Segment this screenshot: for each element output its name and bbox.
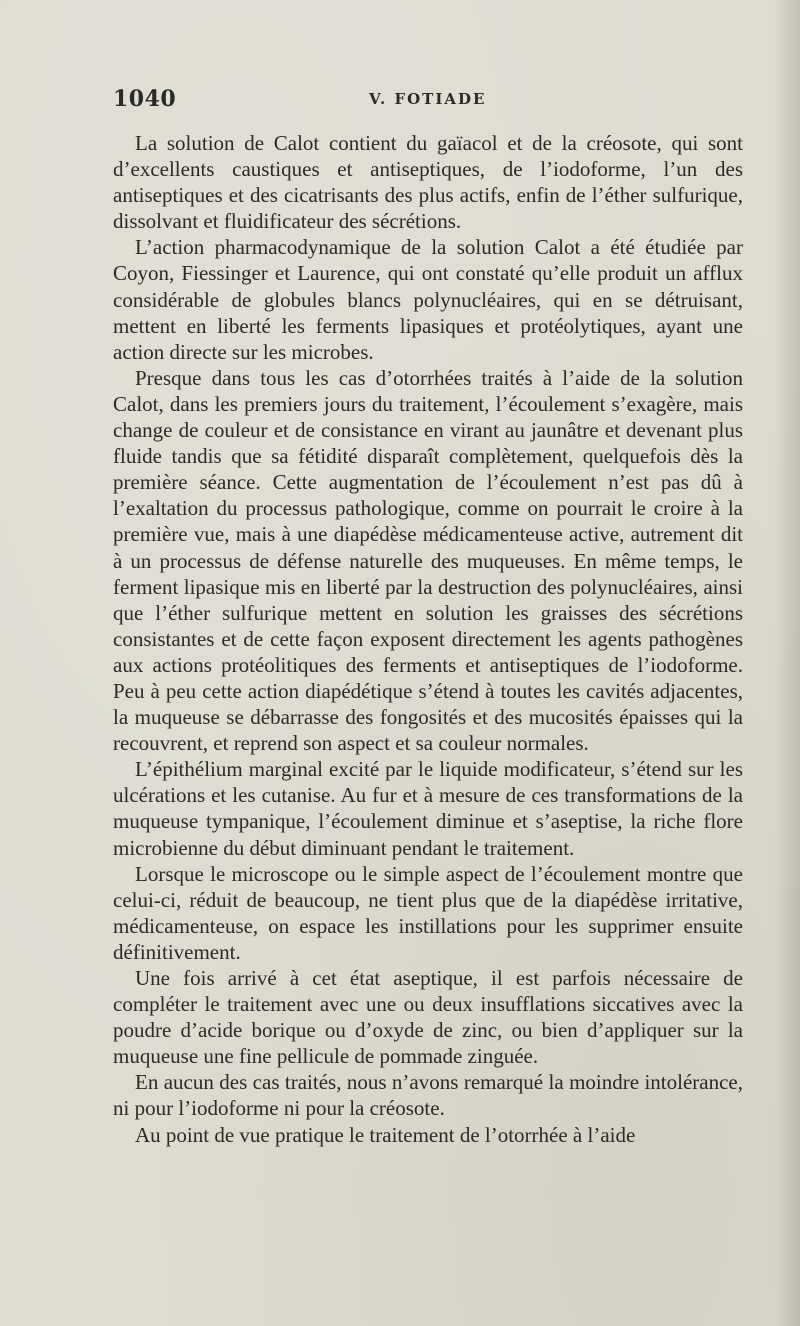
paragraph: En aucun des cas traités, nous n’avons remarqué la moindre intolérance, ni pour l’iodoforme ni pour la créosote. bbox=[113, 1070, 743, 1121]
paragraph: L’action pharmacodynamique de la solution Calot a été étudiée par Coyon, Fiessinger et Laurence, qui ont constaté qu’elle produit un afflux considérable de globules blancs polynucléaires, qui en se détruisant, mettent en liberté les ferments lipasiques et protéolytiques, ayant une action directe sur les microbes. bbox=[113, 235, 743, 364]
paragraph: L’épithélium marginal excité par le liquide modificateur, s’étend sur les ulcérations et les cutanise. Au fur et à mesure de ces transformations de la muqueuse tympanique, l’écoulement diminue et s’aseptise, la riche flore microbienne du début diminuant pendant le traitement. bbox=[113, 757, 743, 860]
paragraph: Presque dans tous les cas d’otorrhées traités à l’aide de la solution Calot, dans les premiers jours du traitement, l’écoulement s’exagère, mais change de couleur et de consistance en virant au jaunâtre et devenant plus fluide tandis que sa fétidité disparaît complètement, quelquefois dès la première séance. Cette augmentation de l’écoulement n’est pas dû à l’exaltation du processus pathologique, comme on pourrait le croire à la première vue, mais à une diapédèse médicamenteuse active, autrement dit à un processus de défense naturelle des muqueuses. En même temps, le ferment lipasique mis en liberté par la destruction des polynucléaires, ainsi que l’éther sulfurique mettent en solution les graisses des sécrétions consistantes et de cette façon exposent directement les agents pathogènes aux actions protéolitiques des ferments et antiseptiques de l’iodoforme. Peu à peu cette action diapédétique s’étend à toutes les cavités adjacentes, la muqueuse se débarrasse des fongosités et des mucosités épaisses qui la recouvrent, et reprend son aspect et sa couleur normales. bbox=[113, 365, 743, 756]
page-header bbox=[113, 86, 743, 116]
paragraph: La solution de Calot contient du gaïacol et de la créosote, qui sont d’excellents caustiques et antiseptiques, de l’iodoforme, l’un des antiseptiques et des cicatrisants des plus actifs, enfin de l’éther sulfurique, dissolvant et fluidificateur des sécrétions. bbox=[113, 131, 743, 234]
paragraph: Au point de vue pratique le traitement de l’otorrhée à l’aide bbox=[135, 1122, 636, 1147]
body-text bbox=[113, 130, 743, 1148]
paragraph: Lorsque le microscope ou le simple aspect de l’écoulement montre que celui-ci, réduit de beaucoup, ne tient plus que de la diapédèse irritative, médicamenteuse, on espace les instillations pour les supprimer ensuite définitivement. bbox=[113, 861, 743, 964]
paragraph: Une fois arrivé à cet état aseptique, il est parfois nécessaire de compléter le traitement avec une ou deux insufflations siccatives avec la poudre d’acide borique ou d’oxyde de zinc, ou bien d’appliquer sur la muqueuse une fine pellicule de pommade zinguée. bbox=[113, 966, 743, 1069]
page-number: 1040 bbox=[113, 86, 177, 112]
page-edge-shadow bbox=[774, 0, 800, 1326]
running-head: V. FOTIADE bbox=[369, 90, 487, 108]
